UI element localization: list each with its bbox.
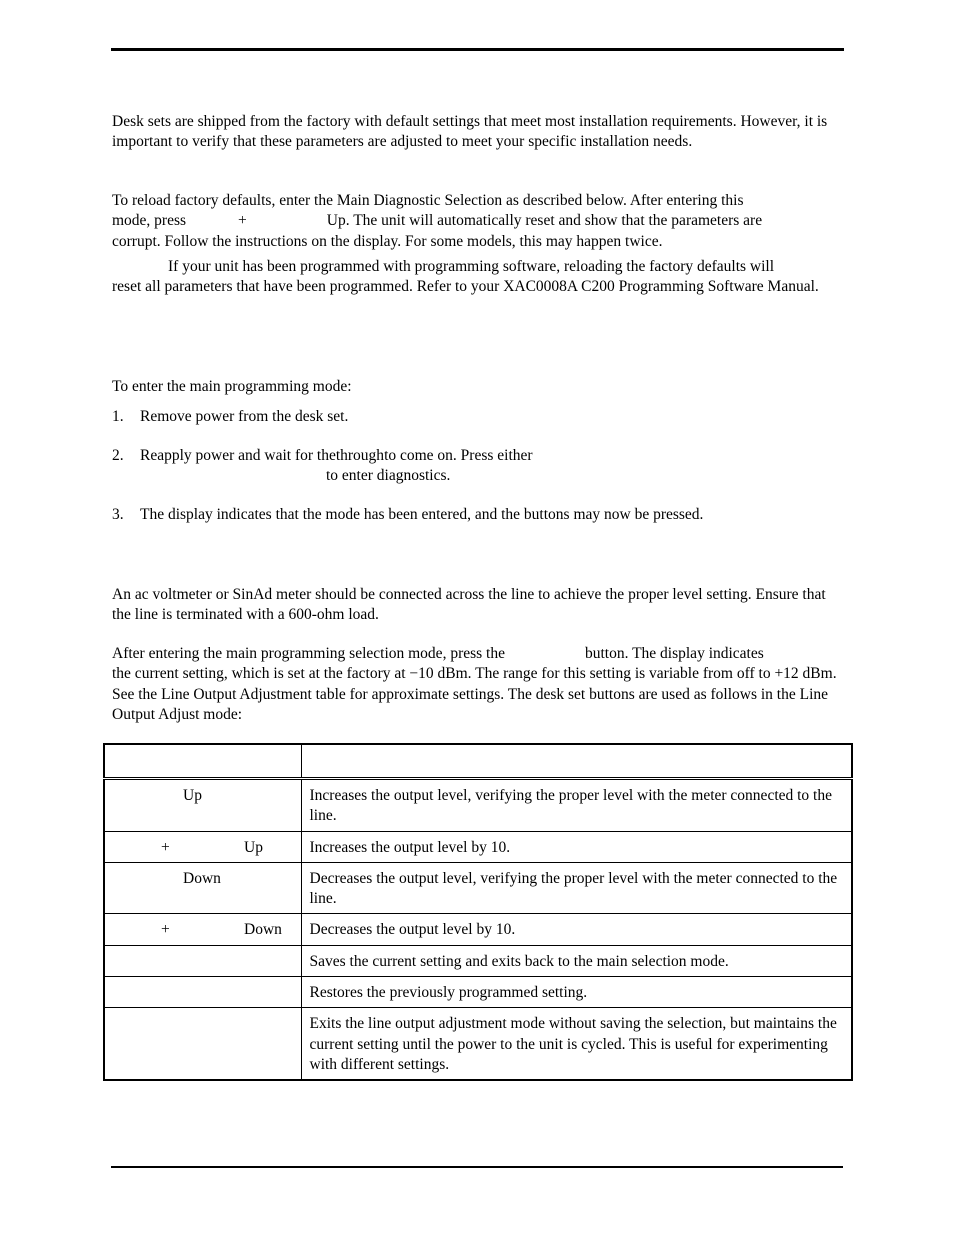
button-label-down: Down: [183, 869, 221, 887]
table-row: [104, 977, 852, 1008]
description-cell: Restores the previously programmed setting.: [301, 977, 852, 1008]
button-cell: [104, 977, 301, 1008]
table-row: [104, 862, 852, 914]
button-label-up: Up: [183, 787, 202, 804]
step-3-number: 3.: [112, 506, 124, 523]
step-3-text: The display indicates that the mode has been entered, and the buttons may now be pressed.: [140, 506, 704, 523]
note-line-rest: reset all parameters that have been programmed. Refer to your XAC0008A C200 Programming Software Manual.: [112, 278, 819, 296]
table-row: [104, 779, 852, 832]
button-label-up: Up: [244, 838, 263, 856]
description-cell: Increases the output level, verifying the proper level with the meter connected to the line.: [301, 779, 852, 832]
step-1-number: 1.: [112, 408, 124, 425]
header-cell-function: [301, 744, 852, 779]
reload-paragraph: [112, 191, 847, 252]
button-cell: [104, 914, 301, 945]
reload-press: mode, press: [112, 212, 187, 230]
description-cell: Increases the output level by 10.: [301, 831, 852, 862]
step-2-text-a: Reapply power and wait for the: [140, 447, 336, 464]
button-cell: [104, 779, 301, 832]
step-2-number: 2.: [112, 447, 124, 464]
header-rule: [111, 48, 844, 51]
step-2-text-c: to come on. Press either: [384, 447, 533, 464]
description-cell: Exits the line output adjustment mode without saving the selection, but maintains the current setting until the power to the unit is cycled. This is useful for experimenting with different settings.: [301, 1008, 852, 1080]
step-2-text: [140, 446, 840, 487]
button-plus: +: [161, 921, 170, 939]
description-cell: Decreases the output level, verifying the proper level with the meter connected to the line.: [301, 862, 852, 914]
description-cell: Saves the current setting and exits back to the main selection mode.: [301, 945, 852, 976]
table-row: [104, 831, 852, 862]
button-cell: [104, 945, 301, 976]
table-row: [104, 945, 852, 976]
line-output-button-text: button. The display indicates: [584, 645, 764, 662]
note-line-1: If your unit has been programmed with programming software, reloading the factory defaults will: [168, 258, 775, 275]
table-row: [104, 1008, 852, 1080]
line-output-rest: the current setting, which is set at the factory at −10 dBm. The range for this setting is variable from off to +12 dBm. See the Line Output Adjustment table for approximate settings. The desk set buttons are used as follows in the Line Output Adjust mode:: [112, 665, 837, 723]
reload-line-2: [112, 211, 847, 231]
reload-line-1: To reload factory defaults, enter the Main Diagnostic Selection as described below. After entering this: [112, 192, 744, 209]
button-label-down: Down: [244, 921, 282, 939]
step-2-text-d: to enter diagnostics.: [326, 467, 451, 485]
step-2-text-b: through: [335, 447, 385, 464]
reload-plus: +: [238, 212, 247, 230]
description-cell: Decreases the output level by 10.: [301, 914, 852, 945]
reload-line-3: corrupt. Follow the instructions on the display. For some models, this may happen twice.: [112, 232, 663, 250]
line-output-button-table: [103, 743, 853, 1081]
table-row: [104, 914, 852, 945]
table-header-row: [104, 744, 852, 779]
main-mode-intro: To enter the main programming mode:: [112, 378, 352, 395]
line-output-press: After entering the main programming selection mode, press the: [112, 645, 505, 662]
defaults-paragraph: Desk sets are shipped from the factory with default settings that meet most installation requirements. However, it is important to verify that these parameters are adjusted to meet your specific installation needs.: [112, 113, 828, 151]
reload-up: Up. The unit will automatically reset and show that the parameters are: [326, 212, 763, 230]
button-cell: [104, 831, 301, 862]
footer-rule: [111, 1166, 843, 1168]
button-cell: [104, 1008, 301, 1080]
note-paragraph: [112, 257, 847, 298]
button-plus: +: [161, 838, 170, 856]
line-output-paragraph-1: An ac voltmeter or SinAd meter should be connected across the line to achieve the proper level setting. Ensure that the line is terminated with a 600-ohm load.: [112, 586, 826, 624]
line-output-paragraph-2: [112, 644, 847, 725]
step-1-text: Remove power from the desk set.: [140, 408, 349, 425]
button-cell: [104, 862, 301, 914]
header-cell-button: [104, 744, 301, 779]
